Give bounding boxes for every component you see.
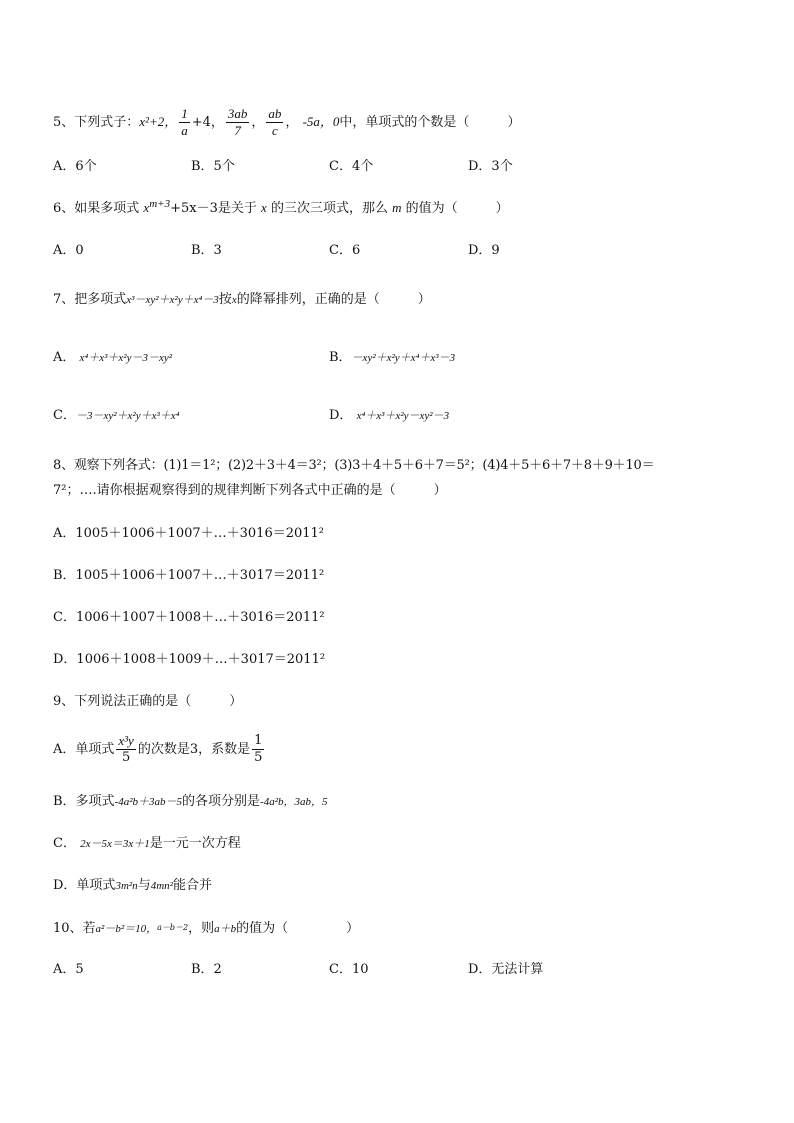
q5-suffix: 中，单项式的个数是（ — [339, 115, 470, 130]
q10-sum: a＋b — [214, 923, 237, 935]
question-8-line-2: 7²；….请你根据观察得到的规律判断下列各式中正确的是（ ） — [53, 483, 447, 498]
q8-option-c[interactable]: C．1006＋1007＋1008＋…＋3016＝2011² — [53, 610, 325, 625]
question-8-line-1: 8、观察下列各式：(1)1＝1²；(2)2＋3＋4＝3²；(3)3＋4＋5＋6＋7＝5²；(4)4＋5＋6＋7＋8＋9＋10＝ — [53, 458, 655, 473]
q6-prefix: 6、如果多项式 — [53, 201, 140, 216]
q10-option-d[interactable]: D．无法计算 — [468, 962, 544, 977]
q6-suffix: 的值为（ — [405, 201, 458, 216]
q6-option-a[interactable]: A．0 — [53, 243, 84, 258]
q5-frac1-tail: +4， — [191, 115, 224, 130]
question-6: 6、如果多项式 $x^{m+3}+5x-3$是关于 x 的三次三项式，那么 m 的值为（ ） — [53, 198, 509, 216]
q7-suffix: 的降幂排列，正确的是（ — [236, 292, 380, 307]
q7-option-d[interactable]: D． x⁴＋x³＋x²y－xy²－3 — [329, 408, 450, 423]
q6-var-x: x — [261, 200, 267, 215]
q7-option-b[interactable]: B．－xy²＋x²y＋x⁴＋x³－3 — [329, 350, 456, 365]
q6-poly: x — [143, 200, 150, 215]
q10-option-a[interactable]: A．5 — [53, 962, 84, 977]
q5-expr-2: -5a，0 — [302, 114, 340, 129]
q7-option-a[interactable]: A． x⁴＋x³＋x²y－3－xy² — [53, 350, 173, 365]
question-9: 9、下列说法正确的是（ ） — [53, 694, 243, 709]
q8-line2-text: 7²；….请你根据观察得到的规律判断下列各式中正确的是（ — [53, 483, 396, 498]
q7-prefix: 7、把多项式 — [53, 292, 127, 307]
question-10: 10、若a²－b²＝10，a－b＝2，则a＋b的值为（ ） — [53, 921, 360, 936]
q6-poly-rest: +5x－3 — [170, 201, 218, 216]
q5-option-d[interactable]: D．3个 — [468, 159, 513, 174]
question-5: 5、下列式子：x²+2， $\frac{1}{a}$ +4， $\frac{3ab}{7}$ ， $\frac{ab}{c}$ ， -5a，0中，单项式的个数是（ ） — [53, 106, 521, 138]
q10-small-expr: a－b＝2 — [157, 923, 189, 932]
q5-fraction-2: $\frac{3ab}{7}$ — [227, 106, 248, 138]
q7-option-c[interactable]: C．－3－xy²＋x²y＋x³＋x⁴ — [53, 408, 180, 423]
q5-option-b[interactable]: B．5个 — [191, 159, 235, 174]
q10-option-c[interactable]: C．10 — [329, 962, 369, 977]
q5-option-c[interactable]: C．4个 — [329, 159, 374, 174]
q5-fraction-3: $\frac{ab}{c}$ — [268, 106, 282, 138]
q9-option-c[interactable]: C． 2x－5x＝3x＋1是一元一次方程 — [53, 836, 241, 851]
q5-option-a[interactable]: A．6个 — [53, 159, 97, 174]
q6-var-m: m — [392, 200, 402, 215]
q9-a-fraction: $\frac{\text{x³y}}{5}$ — [118, 733, 134, 765]
q5-fraction-1: $\frac{1}{a}$ — [181, 106, 188, 138]
q9-option-a[interactable]: A．单项式 $\frac{\text{x³y}}{5}$ 的次数是3，系数是 $\frac{1}{5}$ — [53, 733, 263, 765]
q9-option-b[interactable]: B．多项式-4a²b＋3ab－5的各项分别是-4a²b，3ab，5 — [53, 794, 328, 809]
q6-mid2: 的三次三项式，那么 — [270, 201, 388, 216]
q8-option-b[interactable]: B．1005＋1006＋1007＋…＋3017＝2011² — [53, 568, 325, 583]
q6-option-b[interactable]: B．3 — [191, 243, 222, 258]
q9-option-d[interactable]: D．单项式3m²n与4mn²能合并 — [53, 878, 212, 893]
q5-expr-1: x²+2， — [139, 114, 178, 129]
q10-expr: a²－b²＝10， — [95, 923, 158, 935]
q6-option-c[interactable]: C．6 — [329, 243, 361, 258]
q8-option-d[interactable]: D．1006＋1008＋1009＋…＋3017＝2011² — [53, 652, 326, 667]
q10-prefix: 10、若 — [53, 921, 96, 936]
q9-a-coefficient: $\frac{1}{5}$ — [254, 733, 263, 765]
q6-mid: 是关于 — [217, 201, 257, 216]
q9-title: 9、下列说法正确的是（ — [53, 694, 192, 709]
q7-mid: 按 — [218, 292, 232, 307]
q8-option-a[interactable]: A．1005＋1006＋1007＋…＋3016＝2011² — [53, 526, 325, 541]
q7-var-x: x — [231, 294, 237, 306]
q6-option-d[interactable]: D．9 — [468, 243, 500, 258]
q5-prefix: 5、下列式子： — [53, 115, 140, 130]
q5-frac2-tail: ， — [251, 115, 265, 130]
q10-option-b[interactable]: B．2 — [191, 962, 222, 977]
question-7: 7、把多项式x³－xy²＋x²y＋x⁴－3按x的降幂排列，正确的是（ ） — [53, 292, 431, 307]
q7-poly: x³－xy²＋x²y＋x⁴－3 — [126, 294, 219, 306]
q5-frac3-tail: ， — [285, 115, 299, 130]
q6-poly-exponent: m+3 — [149, 198, 171, 210]
